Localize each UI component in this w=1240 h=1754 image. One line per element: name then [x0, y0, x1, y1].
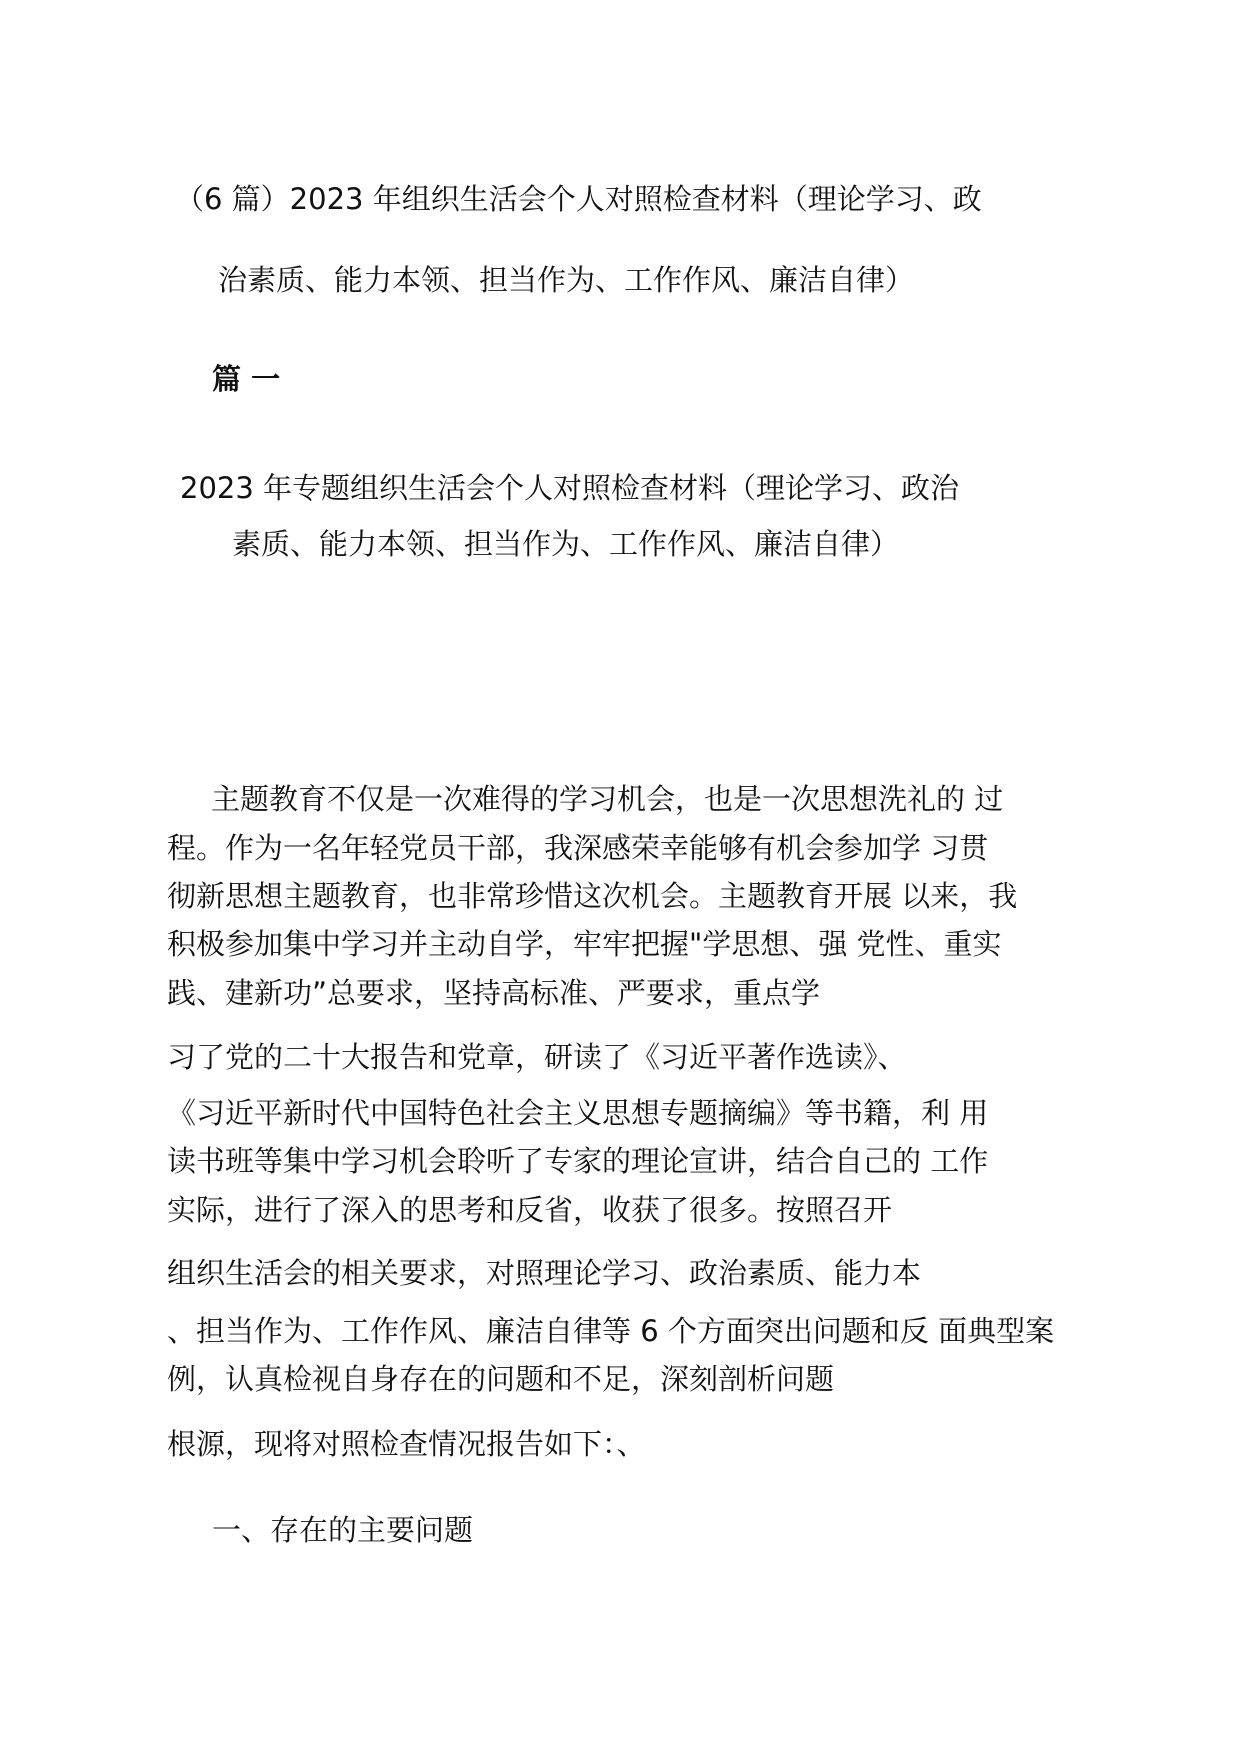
subtitle-line-1: 2023 年专题组织生活会个人对照检查材料（理论学习、政治 [180, 471, 960, 505]
body-line-4: 积极参加集中学习并主动自学，牢牢把握"学思想、强 党性、重实 [167, 927, 1002, 961]
body-line-12: 例，认真检视自身存在的问题和不足，深刻剖析问题 [167, 1362, 835, 1396]
body-line-9: 实际，进行了深入的思考和反省，收获了很多。按照召开 [167, 1193, 893, 1227]
section-heading: 一、存在的主要问题 [212, 1513, 474, 1547]
body-line-7: 《习近平新时代中国特色社会主义思想专题摘编》等书籍，利 用 [167, 1096, 989, 1130]
subtitle-line-2: 素质、能力本领、担当作为、工作作风、廉洁自律） [232, 527, 900, 561]
part-label: 篇 一 [212, 362, 281, 396]
body-line-6: 习了党的二十大报告和党章，研读了《习近平著作选读》、 [167, 1040, 907, 1074]
body-line-5: 践、建新功”总要求，坚持高标准、严要求，重点学 [167, 976, 821, 1010]
body-line-13: 根源，现将对照检查情况报告如下：、 [167, 1427, 646, 1461]
body-line-3: 彻新思想主题教育，也非常珍惜这次机会。主题教育开展 以来，我 [167, 879, 1018, 913]
body-line-11: 、担当作为、工作作风、廉洁自律等 6 个方面突出问题和反 面典型案 [167, 1314, 1055, 1348]
body-line-1: 主题教育不仅是一次难得的学习机会，也是一次思想洗礼的 过 [211, 782, 1004, 816]
title-line-2: 治素质、能力本领、担当作为、工作作风、廉洁自律） [218, 263, 915, 297]
title-line-1: （6 篇）2023 年组织生活会个人对照检查材料（理论学习、政 [175, 182, 982, 216]
body-line-10: 组织生活会的相关要求，对照理论学习、政治素质、能力本 [167, 1256, 922, 1290]
body-line-8: 读书班等集中学习机会聆听了专家的理论宣讲，结合自己的 工作 [167, 1144, 989, 1178]
body-line-2: 程。作为一名年轻党员干部，我深感荣幸能够有机会参加学 习贯 [167, 831, 989, 865]
